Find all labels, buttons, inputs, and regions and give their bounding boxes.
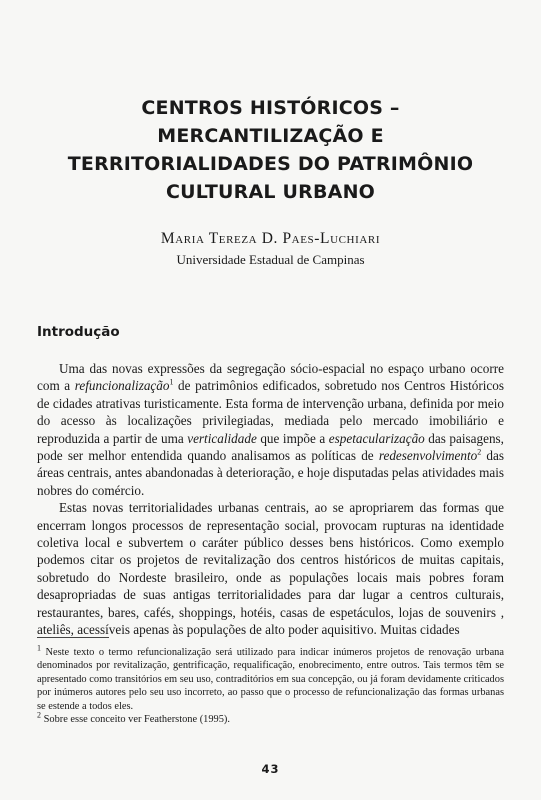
paragraph-text: das áreas centrais, antes abandonadas à deterioração, e hoje disputadas pelas atividades mais nobres do comércio. [37, 448, 504, 498]
footnote-marker[interactable]: 2 [477, 447, 482, 457]
paragraph-text: das paisagens, pode ser melhor entendida quando analisamos as políticas de [37, 430, 504, 464]
paragraph-text: que impõe a [256, 430, 329, 446]
author-affiliation: Universidade Estadual de Campinas [176, 252, 365, 267]
title-line-3: TERRITORIALIDADES DO PATRIMÔNIO [67, 153, 474, 175]
footnote-number: 2 [37, 710, 41, 720]
section-heading: Introdução [37, 324, 120, 340]
page-number: 43 [261, 762, 280, 776]
body-text [37, 360, 504, 639]
emphasis-text: redesenvolvimento [378, 448, 478, 464]
footnote-number: 1 [37, 643, 41, 653]
footnote-divider [37, 637, 109, 638]
footnote-text: Neste texto o termo refuncionalização será utilizado para indicar inúmeros projetos de renovação urbana denominados por revitalização, gentrificação, requalificação, enobrecimento, entre outros. Tais termos têm se apresentado como transitórios em seu uso, contraditórios em sua concepção, ou já foram devidamente criticados por inúmeros autores pelo seu uso incorreto, ao passo que o processo de refuncionalização das formas urbanas se estende a todos eles. [37, 647, 504, 712]
emphasis-text: refuncionalização [74, 378, 170, 394]
title-line-2: MERCANTILIZAÇÃO E [157, 125, 384, 147]
author-name: Maria Tereza D. Paes-Luchiari [160, 230, 381, 247]
footnote-1 [37, 643, 504, 713]
title-line-1: CENTROS HISTÓRICOS – [141, 97, 400, 119]
title-line-4: CULTURAL URBANO [165, 181, 376, 203]
paragraph-text: Uma das novas expressões da segregação sócio-espacial no espaço urbano ocorre com a [37, 361, 504, 394]
footnotes [37, 643, 504, 726]
article-title [40, 94, 501, 206]
paragraph-1 [37, 360, 504, 499]
footnote-marker[interactable]: 1 [169, 378, 174, 388]
emphasis-text: espetacularização [328, 430, 425, 446]
footnote-text: Sobre esse conceito ver Featherstone (1995). [41, 714, 230, 726]
paragraph-2: Estas novas territorialidades urbanas centrais, ao se apropriarem das formas que encerram longos processos de representação social, provocam rupturas na identidade coletiva local e subvertem o caráter público desses bens históricos. Como exemplo podemos citar os projetos de revitalização dos centros históricos de muitas capitais, sobretudo do Nordeste brasileiro, onde as populações locais mais pobres foram desapropriadas de suas antigas territorialidades para dar lugar a centros culturais, restaurantes, bares, cafés, shoppings, hotéis, casas de espetáculos, lojas de souvenirs , ateliês, acessíveis apenas às populações de alto poder aquisitivo. Muitas cidades [37, 500, 504, 638]
paragraph-text: de patrimônios edificados, sobretudo nos Centros Históricos de cidades atrativas turisticamente. Esta forma de intervenção urbana, definida por meio do acesso às localizações privilegiadas, mediada pelo mercado imobiliário e reproduzida a partir de uma [37, 378, 504, 446]
footnote-2 [37, 710, 504, 726]
emphasis-text: verticalidade [187, 430, 257, 446]
